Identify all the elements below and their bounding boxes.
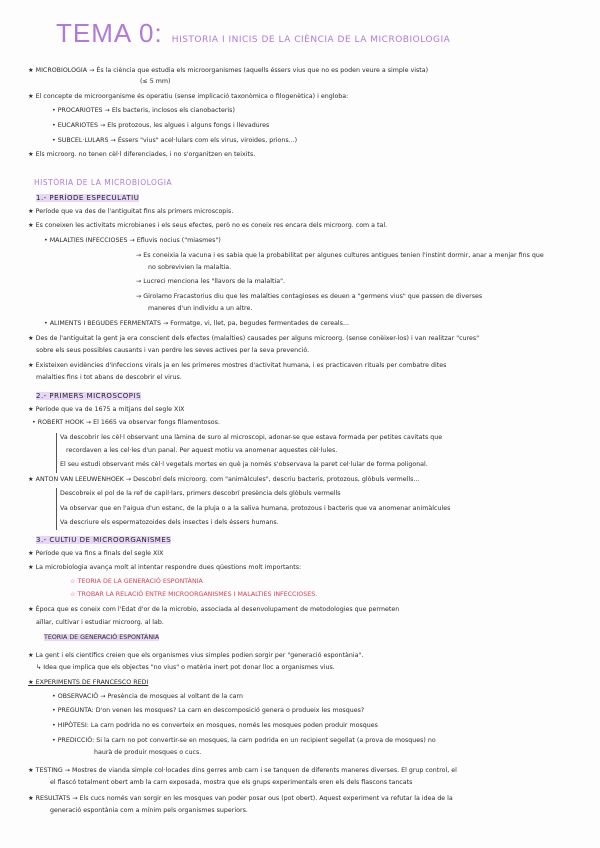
p2-line: recordaven a les cel·les d'un panal. Per aquest motiu va anomenar aquestes cèl·lules. bbox=[66, 447, 338, 454]
p3-line: ★ RESULTATS → Els cucs només van sorgir en les mosques van poder posar ous (pot obert). Aquest experiment va refutar la idea de la bbox=[28, 795, 453, 802]
intro-line: ★ El concepte de microorganisme és operatiu (sense implicació taxonòmica o filogenètica) i engloba: bbox=[28, 93, 349, 100]
p3-line: • HIPÒTESI: La carn podrida no es converteix en mosques, només les mosques poden produir mosques bbox=[52, 722, 378, 729]
p1-line: • MALALTIES INFECCIOSES → Efluvis nocius ("miasmes") bbox=[44, 237, 221, 244]
intro-line: (≤ 5 mm) bbox=[140, 78, 171, 85]
p3-line: ★ Període que va fins a finals del segle XIX bbox=[28, 550, 164, 557]
p2-line: ★ ANTON VAN LEEUWENHOEK → Descobrí dels microorg. com "animàlcules", descriu bacteris, protozous, glòbuls vermells... bbox=[28, 476, 420, 483]
p3-line: generació espontània com a mínim pels organismes superiors. bbox=[50, 807, 248, 814]
intro-line: • SUBCEL·LULARS → Éssers "vius" acel·lulars com els virus, viroides, prions...) bbox=[52, 137, 298, 144]
p3-line: ★ La gent i els científics creien que els organismes vius simples podien sorgir per "generació espontània". bbox=[28, 652, 364, 659]
p1-line: ★ Des de l'antiguitat la gent ja era conscient dels efectes (malalties) causades per alguns microorg. (sense conèixer-los) i van realitzar "cures" bbox=[28, 335, 480, 342]
intro-line: • EUCARIOTES → Els protozous, les algues i alguns fongs i llevadures bbox=[52, 122, 270, 129]
p1-line: no sobrevivien la malaltia. bbox=[148, 264, 232, 271]
p2-line: • ROBERT HOOK → El 1665 va observar fongs filamentosos. bbox=[32, 419, 220, 426]
p3-line: • PREGUNTA: D'on venen les mosques? La carn en descomposició genera o produeix les mosques? bbox=[52, 707, 365, 714]
period2-heading: 2.- PRIMERS MICROSCOPIS bbox=[36, 392, 142, 400]
p2-line: Va descriure els espermatozoides dels insectes i dels éssers humans. bbox=[60, 519, 279, 526]
p3-line: ☆ TEORIA DE LA GENERACIÓ ESPONTÀNIA bbox=[70, 578, 203, 585]
p3-line: • OBSERVACIÓ → Presència de mosques al voltant de la carn bbox=[52, 693, 243, 700]
p3-line: el flascó totalment obert amb la carn exposada, mostra que els grups experimentals eren els dels flascons tancats bbox=[50, 779, 413, 786]
p1-line: → Es coneixia la vacuna i es sabia que la probabilitat per algunes cultures antigues tenien l'instint dormir, anar a menjar fins que bbox=[136, 252, 544, 259]
title-subtitle: HISTORIA I INICIS DE LA CIÈNCIA DE LA MICROBIOLOGIA bbox=[171, 35, 451, 45]
p2-line: El seu estudi observant més cèl·l vegetals mortes en què ja només s'observava la paret cel·lular de forma poligonal. bbox=[60, 461, 428, 468]
intro-line: ★ Els microorg. no tenen cèl·l diferenciades, i no s'organitzen en teixits. bbox=[28, 151, 256, 158]
theory-heading: TEORIA DE GENERACIÓ ESPONTÀNIA bbox=[44, 634, 160, 641]
p2-line: Va observar que en l'aigua d'un estanc, de la pluja o a la saliva humana, protozous i bacteris que va anomenar animàlcules bbox=[60, 505, 451, 512]
p3-line: ★ Època que es coneix com l'Edat d'or de la microbio, associada al desenvolupament de metodologies que permeten bbox=[28, 606, 400, 613]
period1-heading: 1.- PERÍODE ESPECULATIU bbox=[36, 194, 140, 202]
p1-line: sobre els seus possibles causants i van perdre les seves actives per la seva prevenció. bbox=[36, 347, 310, 354]
p1-line: malalties fins i tot abans de descobrir el virus. bbox=[36, 374, 182, 381]
title-main: TEMA 0: bbox=[56, 18, 163, 48]
intro-line: • PROCARIOTES → Els bacteris, inclosos els cianobacteris) bbox=[52, 107, 235, 114]
p1-line: ★ Període que va des de l'antiguitat fins als primers microscopis. bbox=[28, 208, 234, 215]
p1-line: maneres d'un individu a un altre. bbox=[148, 305, 253, 312]
bracket-line bbox=[56, 433, 57, 473]
bracket-line bbox=[56, 488, 57, 530]
redi-heading: ★ EXPERIMENTS DE FRANCESCO REDI bbox=[28, 679, 149, 686]
p3-line: haurà de produir mosques o cucs. bbox=[94, 749, 202, 756]
p2-line: Va descobrir les cèl·l observant una làmina de suro al microscopi, adonar-se que estava formada per petites cavitats que bbox=[60, 434, 443, 441]
p3-line: • PREDICCIÓ: Si la carn no pot convertir-se en mosques, la carn podrida en un recipient segellat (a prova de mosques) no bbox=[52, 737, 436, 744]
p1-line: → Lucreci menciona les "llavors de la malaltia". bbox=[136, 278, 285, 285]
period3-heading: 3.- CULTIU DE MICROORGANISMES bbox=[36, 536, 172, 544]
page-title bbox=[56, 18, 450, 49]
p2-line: Descobreix el pol de la ref de capil·lars, primers descobrí presència dels glòbuls vermells bbox=[60, 490, 341, 497]
p3-line: ↳ Idea que implica que els objectes "no vius" o matèria inert pot donar lloc a organismes vius. bbox=[36, 664, 335, 671]
p3-line: ☆ TROBAR LA RELACIÓ ENTRE MICROORGANISMES I MALALTIES INFECCIOSES. bbox=[70, 591, 318, 598]
intro-line: ★ MICROBIOLOGIA → És la ciència que estudia els microorganismes (aquells éssers vius que no es poden veure a simple vista) bbox=[28, 67, 429, 74]
history-heading: HISTÒRIA DE LA MICROBIOLOGIA bbox=[34, 178, 173, 187]
p2-line: ★ Període que va de 1675 a mitjans del segle XIX bbox=[28, 406, 185, 413]
p3-line: ★ TESTING → Mostres de vianda simple col·locades dins gerres amb carn i se tanquen de diferents maneres diverses. El grup control, el bbox=[28, 767, 457, 774]
p3-line: ★ La microbiologia avança molt al intentar respondre dues qüestions molt importants: bbox=[28, 564, 302, 571]
p1-line: ★ Es coneixen les activitats microbianes i els seus efectes, però no es coneix res encara dels microorg. com a tal. bbox=[28, 222, 388, 229]
p3-line: aïllar, cultivar i estudiar microorg. al lab. bbox=[36, 619, 164, 626]
p1-line: • ALIMENTS I BEGUDES FERMENTATS → Formatge, vi, llet, pa, begudes fermentades de cereals... bbox=[44, 320, 349, 327]
p1-line: → Girolamo Fracastorius diu que les malalties contagioses es deuen a "germens vius" que passen de diverses bbox=[136, 293, 483, 300]
p1-line: ★ Existeixen evidències d'infeccions virals ja en les primeres mostres d'activitat humana, i es practicaven rituals per combatre dites bbox=[28, 362, 447, 369]
